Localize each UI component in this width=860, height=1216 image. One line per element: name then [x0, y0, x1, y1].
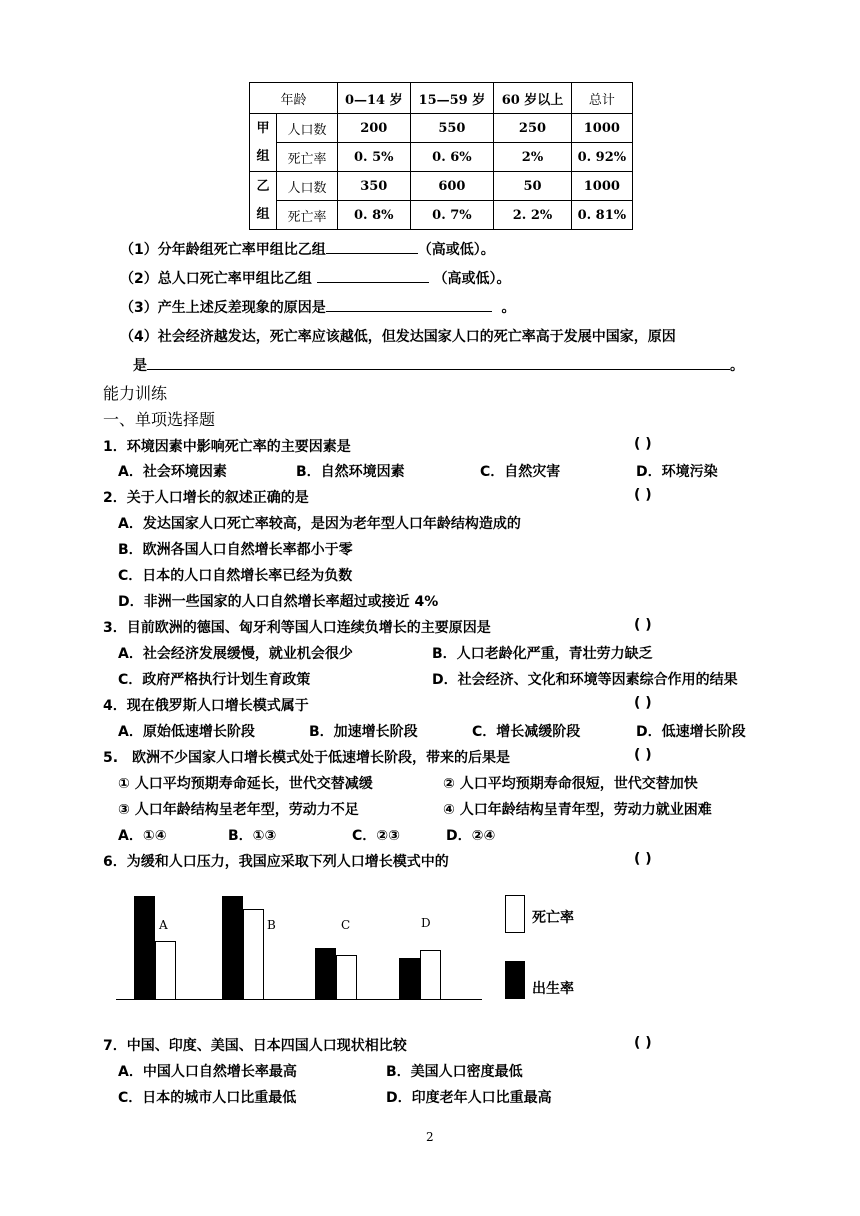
bar-birth-rate-A: [134, 896, 155, 999]
option: A．①④: [118, 828, 167, 844]
question-3-stem: 3．目前欧洲的德国、匈牙利等国人口连续负增长的主要原因是: [103, 620, 491, 636]
bar-death-rate-D: [420, 950, 441, 1000]
group-yi: 乙 组: [250, 172, 277, 230]
cell: 350: [338, 172, 411, 201]
question-2-stem: 2．关于人口增长的叙述正确的是: [103, 490, 309, 506]
cell: 0. 8%: [338, 201, 411, 230]
group-jia: 甲 组: [250, 114, 277, 172]
statement: ③ 人口年龄结构呈老年型，劳动力不足: [118, 802, 359, 818]
statement: ④ 人口年龄结构呈青年型，劳动力就业困难: [443, 802, 712, 818]
fill-question-4-line2: 是 。: [133, 358, 744, 374]
fill-question-3: （3）产生上述反差现象的原因是 。: [120, 300, 516, 316]
cell: 0. 92%: [571, 143, 632, 172]
cell: 600: [410, 172, 494, 201]
page-number: 2: [426, 1130, 434, 1144]
bar-death-rate-C: [336, 955, 357, 1000]
cell: 2. 2%: [494, 201, 571, 230]
fill-question-4: （4）社会经济越发达，死亡率应该越低，但发达国家人口的死亡率高于发展中国家，原因: [120, 329, 676, 345]
answer-paren: ( ): [634, 617, 652, 633]
question-5-stem: 5. 欧洲不少国家人口增长模式处于低速增长阶段，带来的后果是: [103, 750, 511, 766]
legend-death-rate-label: 死亡率: [532, 910, 574, 926]
bar-birth-rate-D: [399, 958, 420, 999]
legend-birth-rate-swatch: [505, 961, 525, 999]
bar-label-C: C: [341, 918, 351, 932]
option: C．②③: [352, 828, 400, 844]
legend-birth-rate-label: 出生率: [532, 981, 574, 997]
cell: 550: [410, 114, 494, 143]
header-0-14: 0—14 岁: [338, 83, 411, 114]
fill-question-1: （1）分年龄组死亡率甲组比乙组 （高或低）。: [120, 242, 495, 258]
question-7-stem: 7．中国、印度、美国、日本四国人口现状相比较: [103, 1038, 407, 1054]
cell: 1000: [571, 114, 632, 143]
option: C．增长减缓阶段: [472, 724, 581, 740]
answer-blank[interactable]: [147, 369, 730, 370]
statement: ① 人口平均预期寿命延长，世代交替减缓: [118, 776, 373, 792]
option: A．发达国家人口死亡率较高，是因为老年型人口年龄结构造成的: [118, 516, 521, 532]
option: B．加速增长阶段: [309, 724, 418, 740]
header-age: 年龄: [250, 83, 338, 114]
header-60plus: 60 岁以上: [494, 83, 571, 114]
header-15-59: 15—59 岁: [410, 83, 494, 114]
question-1-stem: 1．环境因素中影响死亡率的主要因素是: [103, 439, 351, 455]
option: D．社会经济、文化和环境等因素综合作用的结果: [432, 672, 738, 688]
subsection-title: 一、单项选择题: [103, 410, 216, 429]
option: C．政府严格执行计划生育政策: [118, 672, 311, 688]
row-label: 人口数: [277, 114, 338, 143]
option: D．②④: [446, 828, 496, 844]
statement: ② 人口平均预期寿命很短，世代交替加快: [443, 776, 698, 792]
option: D．非洲一些国家的人口自然增长率超过或接近 4%: [118, 594, 439, 610]
option: A．原始低速增长阶段: [118, 724, 255, 740]
bar-birth-rate-C: [315, 948, 336, 1000]
option: A．社会经济发展缓慢，就业机会很少: [118, 646, 353, 662]
answer-paren: ( ): [634, 747, 652, 763]
answer-paren: ( ): [634, 436, 652, 452]
chart-baseline: [116, 999, 482, 1000]
answer-paren: ( ): [634, 695, 652, 711]
section-title: 能力训练: [103, 384, 168, 403]
row-label: 人口数: [277, 172, 338, 201]
bar-label-A: A: [159, 918, 168, 932]
cell: 2%: [494, 143, 571, 172]
option: C．自然灾害: [480, 464, 561, 480]
cell: 200: [338, 114, 411, 143]
option: B．人口老龄化严重，青壮劳力缺乏: [432, 646, 653, 662]
answer-blank[interactable]: [326, 311, 492, 312]
answer-blank[interactable]: [317, 282, 429, 283]
option: D．低速增长阶段: [636, 724, 746, 740]
cell: 0. 7%: [410, 201, 494, 230]
bar-birth-rate-B: [222, 896, 243, 999]
option: D．环境污染: [636, 464, 718, 480]
option: C．日本的城市人口比重最低: [118, 1090, 297, 1106]
answer-paren: ( ): [634, 851, 652, 867]
bar-death-rate-A: [155, 941, 176, 1000]
option: B．自然环境因素: [296, 464, 405, 480]
legend-death-rate-swatch: [505, 895, 525, 933]
question-4-stem: 4．现在俄罗斯人口增长模式属于: [103, 698, 309, 714]
bar-label-D: D: [421, 916, 431, 930]
row-label: 死亡率: [277, 143, 338, 172]
option: A．社会环境因素: [118, 464, 227, 480]
option: B．欧洲各国人口自然增长率都小于零: [118, 542, 353, 558]
bar-death-rate-B: [243, 909, 264, 1000]
answer-paren: ( ): [634, 487, 652, 503]
option: B．①③: [228, 828, 277, 844]
option: B．美国人口密度最低: [386, 1064, 523, 1080]
cell: 50: [494, 172, 571, 201]
row-label: 死亡率: [277, 201, 338, 230]
option: C．日本的人口自然增长率已经为负数: [118, 568, 353, 584]
fill-question-2: （2）总人口死亡率甲组比乙组 （高或低）。: [120, 271, 511, 287]
option: A．中国人口自然增长率最高: [118, 1064, 297, 1080]
cell: 0. 6%: [410, 143, 494, 172]
cell: 0. 5%: [338, 143, 411, 172]
cell: 250: [494, 114, 571, 143]
population-table: [249, 82, 633, 230]
answer-blank[interactable]: [326, 253, 418, 254]
bar-label-B: B: [267, 918, 276, 932]
cell: 0. 81%: [571, 201, 632, 230]
question-6-stem: 6．为缓和人口压力，我国应采取下列人口增长模式中的: [103, 854, 449, 870]
cell: 1000: [571, 172, 632, 201]
header-total: 总计: [571, 83, 632, 114]
answer-paren: ( ): [634, 1035, 652, 1051]
option: D．印度老年人口比重最高: [386, 1090, 552, 1106]
